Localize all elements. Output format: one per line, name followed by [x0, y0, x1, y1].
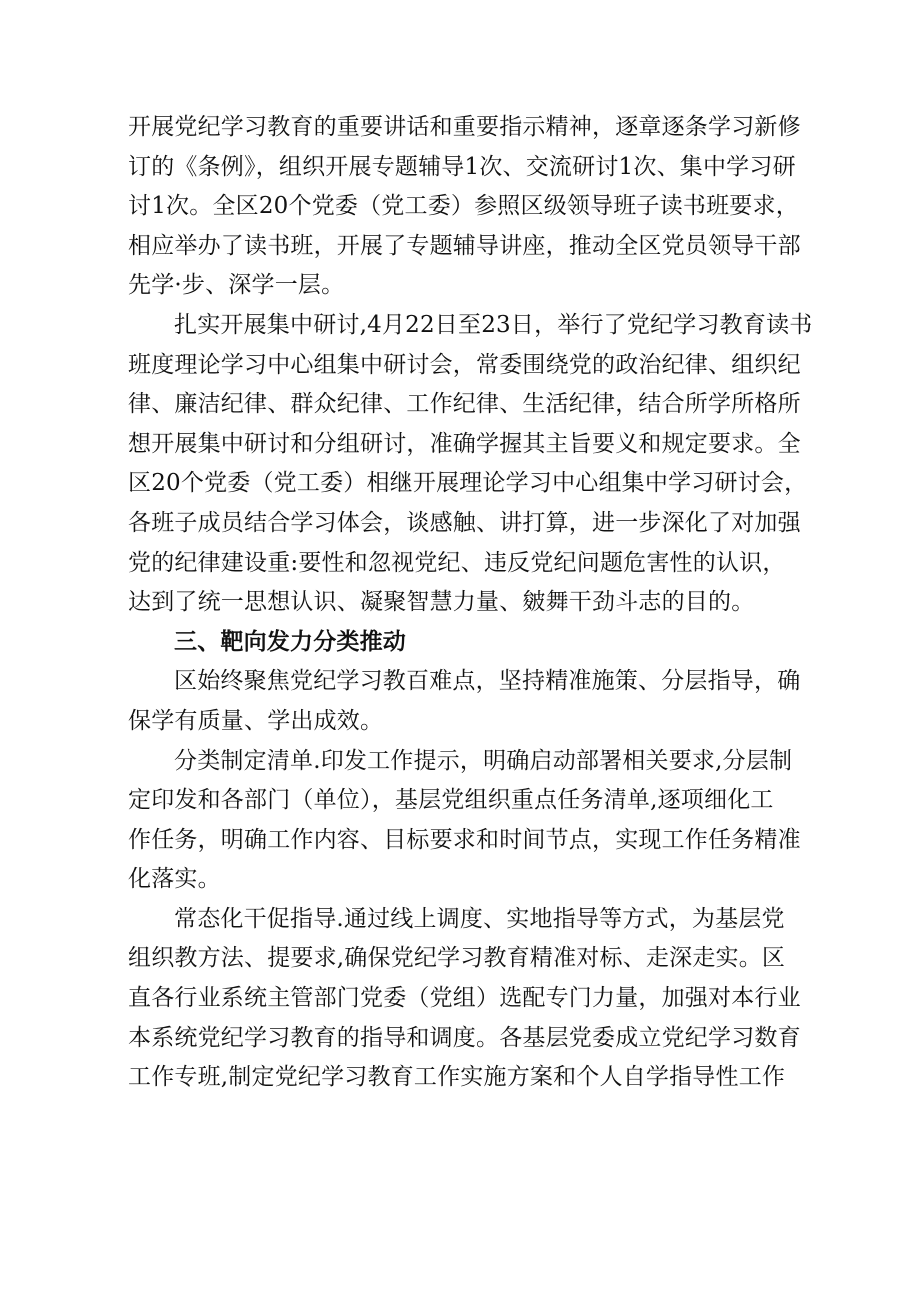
text-line: 讨1次。全区20个党委（党工委）参照区级领导班子读书班要求，	[128, 193, 799, 220]
text-line: 工作专班,制定党纪学习教育工作实施方案和个人自学指导性工作	[128, 1064, 786, 1091]
paragraph	[128, 306, 813, 623]
section-heading	[128, 623, 800, 663]
text-line: 达到了统一思想认识、凝聚智慧力量、皴舞干劲斗志的目的。	[128, 589, 755, 616]
text-line: 班度理论学习中心组集中研讨会，常委围绕党的政治纪律、组织纪	[128, 351, 801, 378]
text-line: 先学·步、深学一层。	[128, 272, 345, 299]
text-line: 本系统党纪学习教育的指导和调度。各基层党委成立党纪学习数育	[128, 1024, 801, 1051]
paragraph	[128, 662, 800, 741]
document-body	[128, 108, 813, 1098]
text-line: 分类制定清单.印发工作提示，明确启动部署相关要求,分层制	[174, 747, 793, 774]
paragraph	[128, 900, 800, 1098]
text-line: 化落实。	[128, 866, 221, 893]
text-line: 各班子成员结合学习体会，谈感触、讲打算，进一步深化了对加强	[128, 509, 801, 536]
text-line: 相应举办了读书班，开展了专题辅导讲座，推动全区党员领导干部	[128, 232, 801, 259]
text-line: 保学有质量、学出成效。	[128, 707, 384, 734]
text-line: 订的《条例》，组织开展专题辅导1次、交流研讨1次、集中学习研	[128, 153, 796, 180]
paragraph	[128, 108, 800, 306]
text-line: 常态化干促指导.通过线上调度、实地指导等方式，为基层党	[174, 905, 785, 932]
text-line: 想开展集中研讨和分组研讨，准确学握其主旨要义和规定要求。全	[128, 430, 801, 457]
text-line: 开展党纪学习教育的重要讲话和重要指示精神，逐章逐条学习新修	[128, 114, 801, 140]
text-line: 组织教方法、提要求,确保党纪学习教育精准对标、走深走实。区	[128, 945, 786, 972]
paragraph	[128, 742, 800, 900]
text-line: 律、廉洁纪律、群众纪律、工作纪律、生活纪律，结合所学所格所	[128, 391, 801, 418]
text-line: 区20个党委（党工委）相继开展理论学习中心组集中学习研讨会，	[128, 470, 808, 497]
text-line: 党的纪律建设重:要性和忽视党纪、违反党纪问题危害性的认识，	[128, 549, 786, 576]
text-line: 作任务，明确工作内容、目标要求和时间节点，实现工作任务精准	[128, 826, 801, 853]
text-line: 定印发和各部门（单位），基层党组织重点任务清单,逐项细化工	[128, 787, 774, 814]
text-line: 直各行业系统主管部门党委（党组）选配专门力量，加强对本行业	[128, 985, 801, 1012]
section-heading-text: 三、靶向发力分类推动	[174, 628, 406, 655]
text-line: 扎实开展集中研讨,4月22日至23日，举行了党纪学习教育读书	[174, 311, 813, 338]
text-line: 区始终聚焦党纪学习教百难点，坚持精准施策、分层指导，确	[174, 668, 801, 695]
